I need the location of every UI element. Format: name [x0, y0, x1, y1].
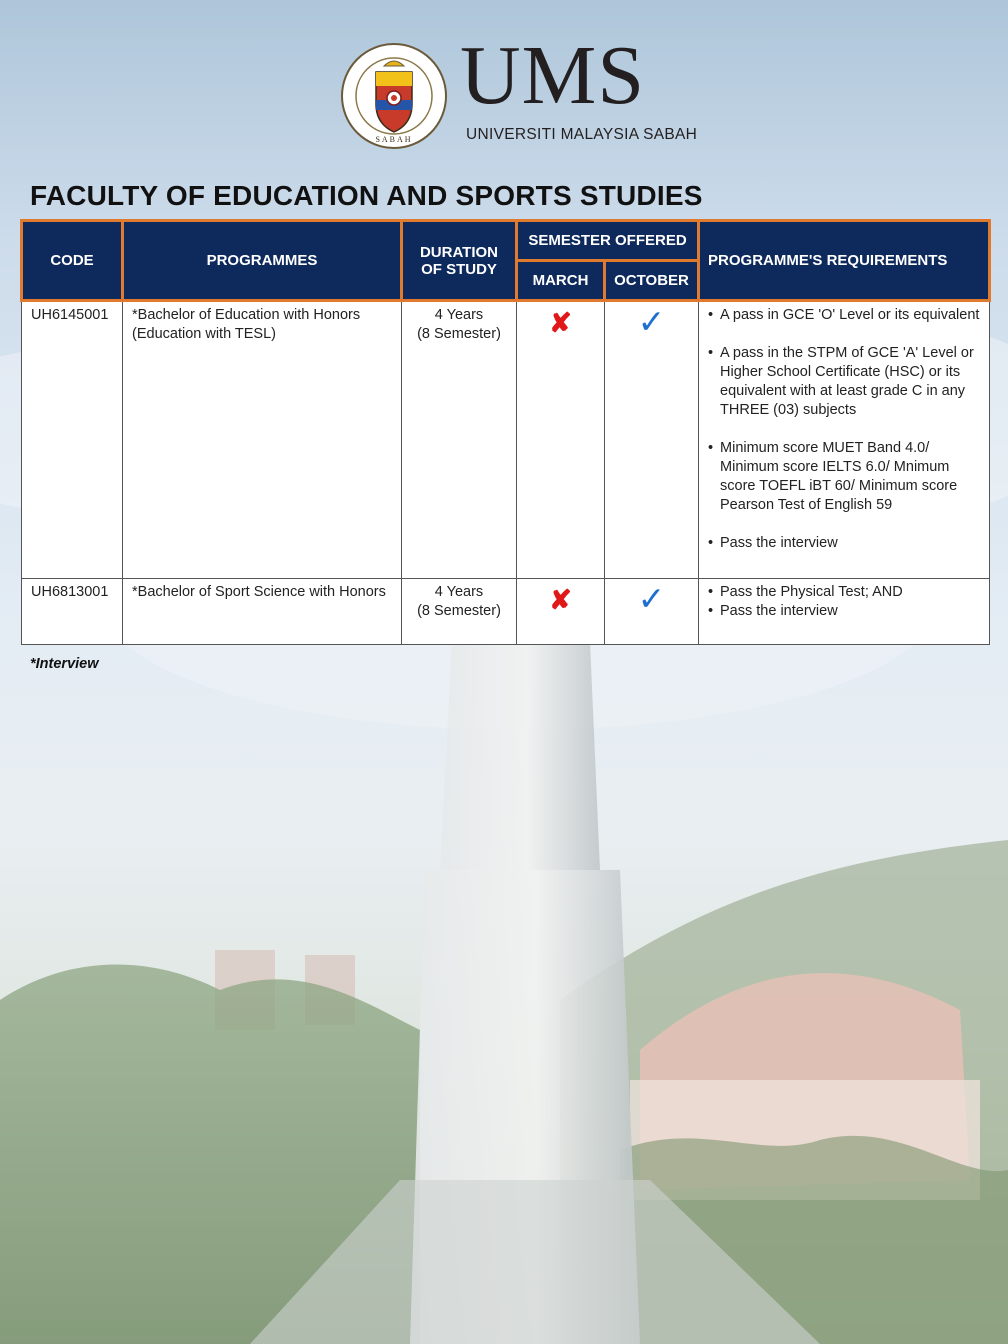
header-october: OCTOBER: [605, 261, 699, 301]
check-mark-icon: ✓: [637, 580, 666, 617]
programmes-table: [20, 219, 991, 645]
duration-semesters: (8 Semester): [417, 603, 501, 619]
table-row: [22, 301, 990, 579]
programme-name: *Bachelor of Education with Honors (Education with TESL): [123, 301, 402, 579]
list-item: • Pass the interview: [708, 534, 980, 553]
header-duration: DURATION OF STUDY: [402, 221, 517, 301]
university-name: UNIVERSITI MALAYSIA SABAH: [466, 126, 698, 143]
duration-semesters: (8 Semester): [417, 326, 501, 342]
requirements-list: [708, 306, 980, 553]
programme-name: *Bachelor of Sport Science with Honors: [123, 579, 402, 645]
cross-mark-icon: ✘: [549, 585, 572, 615]
march-cell: [517, 579, 605, 645]
duration-years: 4 Years: [434, 584, 484, 600]
programme-duration: [402, 301, 517, 579]
october-cell: [605, 301, 699, 579]
ums-wordmark: UMS: [460, 29, 646, 122]
header-code: CODE: [22, 221, 123, 301]
seal-text-bottom: SABAH: [375, 135, 413, 144]
table-row: [22, 579, 990, 645]
page-title: FACULTY OF EDUCATION AND SPORTS STUDIES: [30, 180, 703, 211]
list-item: • A pass in the STPM of GCE 'A' Level or Higher School Certificate (HSC) or its equivalent with at least grade C in any THREE (03) subjects: [708, 344, 980, 420]
university-seal-icon: [340, 42, 448, 150]
list-item: • Pass the Physical Test; AND: [708, 583, 980, 602]
duration-years: 4 Years: [434, 307, 484, 323]
requirements-cell: [699, 579, 990, 645]
list-item: • A pass in GCE 'O' Level or its equivalent: [708, 306, 980, 325]
footnote: *Interview: [30, 656, 99, 672]
list-item: • Minimum score MUET Band 4.0/ Minimum score IELTS 6.0/ Mnimum score TOEFL iBT 60/ Minimum score Pearson Test of English 59: [708, 439, 980, 515]
header-programmes: PROGRAMMES: [123, 221, 402, 301]
header-semester-offered: SEMESTER OFFERED: [517, 221, 699, 261]
check-mark-icon: ✓: [637, 303, 666, 340]
october-cell: [605, 579, 699, 645]
programme-duration: [402, 579, 517, 645]
requirements-list: [708, 583, 980, 621]
programme-code: UH6145001: [22, 301, 123, 579]
cross-mark-icon: ✘: [549, 308, 572, 338]
header-march: MARCH: [517, 261, 605, 301]
ums-logo: [340, 29, 698, 150]
list-item: • Pass the interview: [708, 602, 980, 621]
march-cell: [517, 301, 605, 579]
requirements-cell: [699, 301, 990, 579]
programme-code: UH6813001: [22, 579, 123, 645]
header-requirements: PROGRAMME'S REQUIREMENTS: [699, 221, 990, 301]
